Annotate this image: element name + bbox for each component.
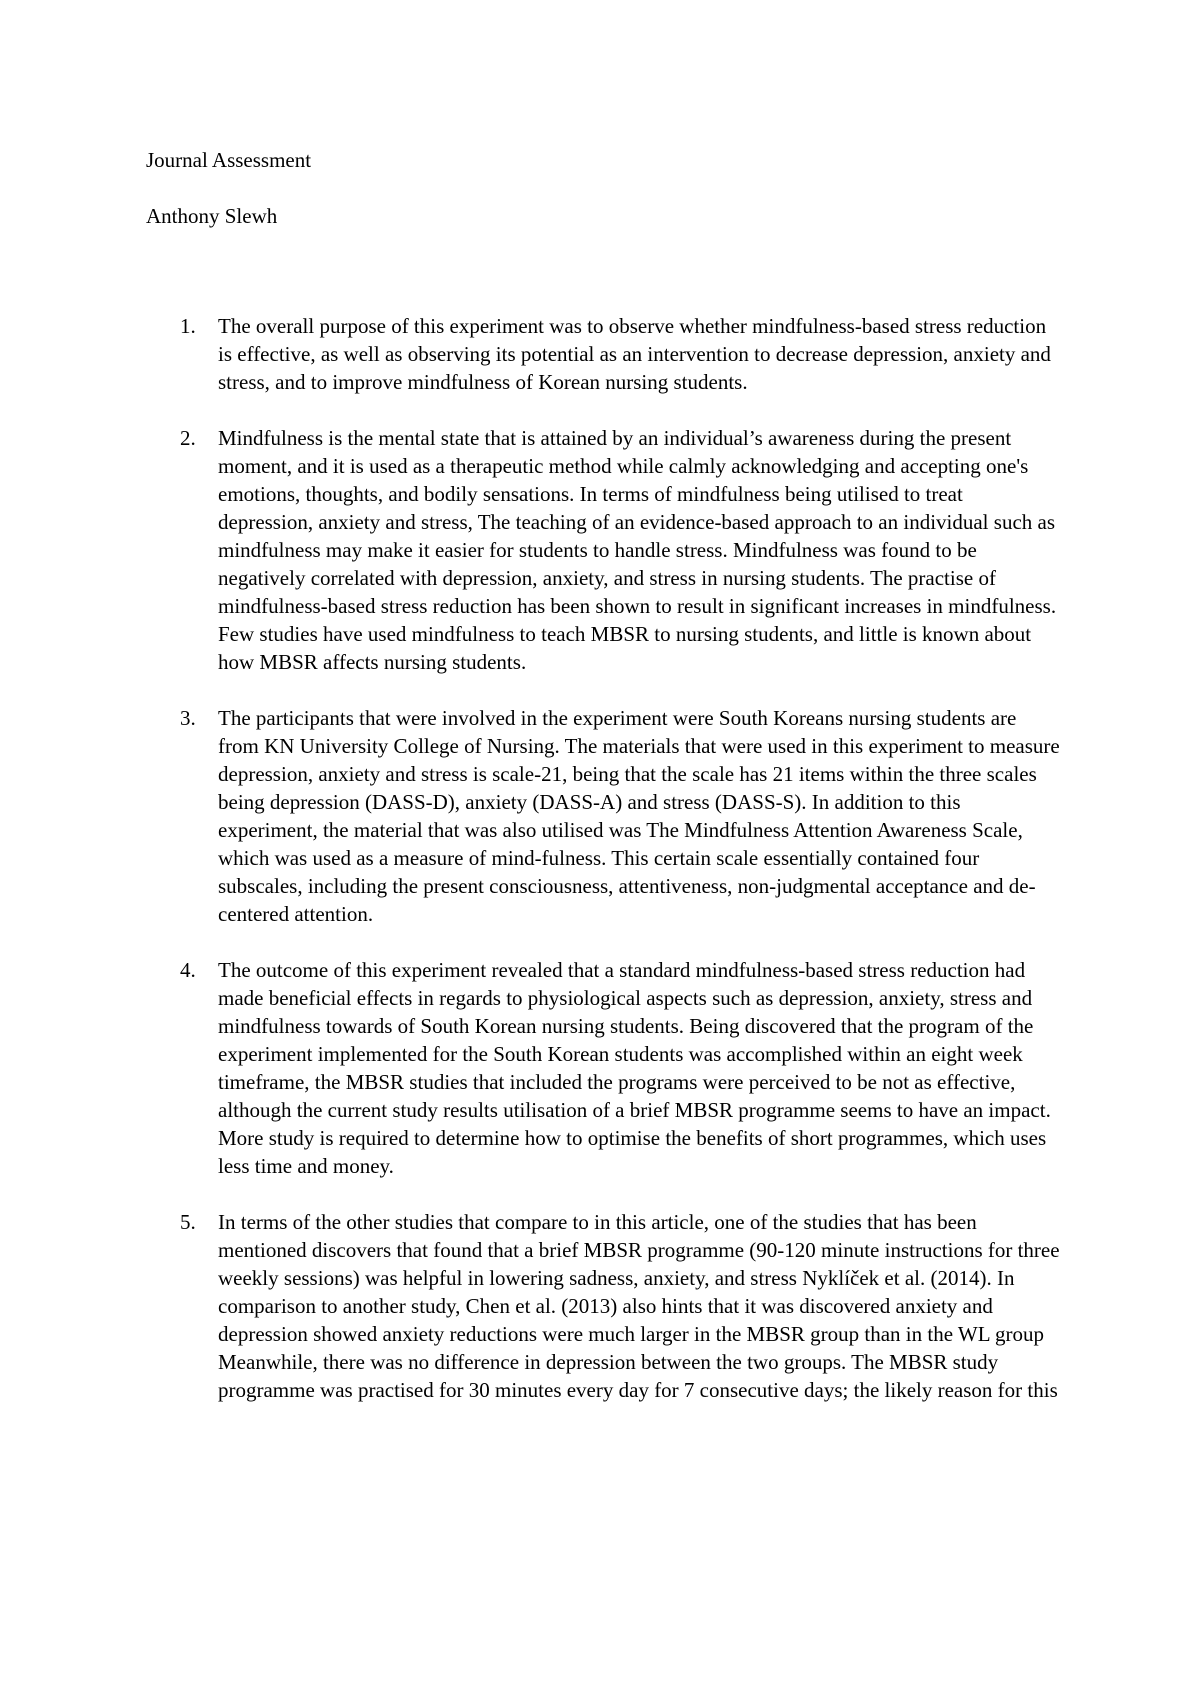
list-item — [180, 956, 1060, 1180]
list-number: 4. — [180, 958, 196, 982]
list-item-text: The outcome of this experiment revealed that a standard mindfulness-based stress reduction had made beneficial effects in regards to physiological aspects such as depression, anxiety, stress and mindfulness towards of South Korean nursing students. Being discovered that the program of the experiment implemented for the South Korean students was accomplished within an eight week timeframe, the MBSR studies that included the programs were perceived to be not as effective, although the current study results utilisation of a brief MBSR programme seems to have an impact. More study is required to determine how to optimise the benefits of short programmes, which uses less time and money. — [218, 958, 1051, 1178]
list-item-text: In terms of the other studies that compare to in this article, one of the studies that has been mentioned discovers that found that a brief MBSR programme (90-120 minute instructions for three weekly sessions) was helpful in lowering sadness, anxiety, and stress Nyklíček et al. (2014). In comparison to another study, Chen et al. (2013) also hints that it was discovered anxiety and depression showed anxiety reductions were much larger in the MBSR group than in the WL group Meanwhile, there was no difference in depression between the two groups. The MBSR study programme was practised for 30 minutes every day for 7 consecutive days; the likely reason for this — [218, 1210, 1060, 1402]
numbered-list — [180, 312, 1060, 1432]
list-number: 2. — [180, 426, 196, 450]
document-title: Journal Assessment — [146, 148, 312, 172]
list-item-text: The overall purpose of this experiment was to observe whether mindfulness-based stress reduction is effective, as well as observing its potential as an intervention to decrease depression, anxiety and stress, and to improve mindfulness of Korean nursing students. — [218, 314, 1051, 394]
list-item — [180, 424, 1060, 676]
list-item-text: Mindfulness is the mental state that is attained by an individual’s awareness during the present moment, and it is used as a therapeutic method while calmly acknowledging and accepting one's emotions, thoughts, and bodily sensations. In terms of mindfulness being utilised to treat depression, anxiety and stress, The teaching of an evidence-based approach to an individual such as mindfulness may make it easier for students to handle stress. Mindfulness was found to be negatively correlated with depression, anxiety, and stress in nursing students. The practise of mindfulness-based stress reduction has been shown to result in significant increases in mindfulness. Few studies have used mindfulness to teach MBSR to nursing students, and little is known about how MBSR affects nursing students. — [218, 426, 1057, 674]
list-number: 3. — [180, 706, 196, 730]
list-number: 1. — [180, 314, 196, 338]
list-number: 5. — [180, 1210, 196, 1234]
author-name: Anthony Slewh — [146, 204, 278, 228]
list-item — [180, 312, 1060, 396]
list-item — [180, 704, 1060, 928]
list-item — [180, 1208, 1060, 1404]
list-item-text: The participants that were involved in the experiment were South Koreans nursing students are from KN University College of Nursing. The materials that were used in this experiment to measure depression, anxiety and stress is scale-21, being that the scale has 21 items within the three scales being depression (DASS-D), anxiety (DASS-A) and stress (DASS-S). In addition to this experiment, the material that was also utilised was The Mindfulness Attention Awareness Scale, which was used as a measure of mind-fulness. This certain scale essentially contained four subscales, including the present consciousness, attentiveness, non-judgmental acceptance and de-centered attention. — [218, 706, 1060, 926]
